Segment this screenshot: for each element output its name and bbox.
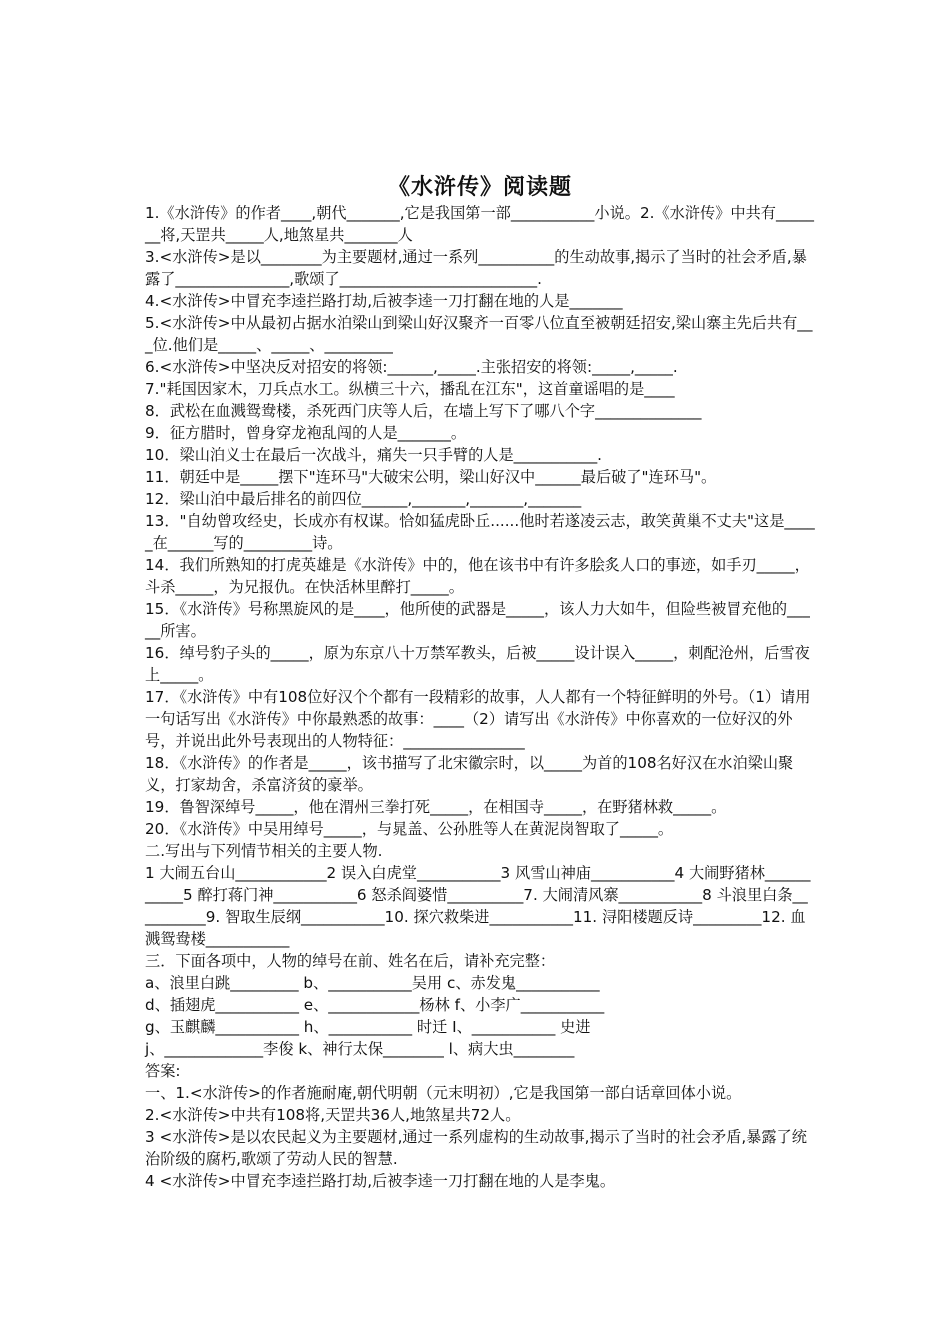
- text-line: 6.<水浒传>中坚决反对招安的将领:______,_____.主张招安的将领:_____,_____.: [145, 358, 678, 376]
- text-line: 三．下面各项中，人物的绰号在前、姓名在后，请补充完整：: [145, 952, 556, 970]
- text-line: 1 大闹五台山____________2 误入白虎堂___________3 风雪山神庙___________4 大闹野猪林___________5 醉打蒋门神___________6 怒杀阎婆惜__________7. 大闹清风寨___________8 斗浪里白条__________9. 智取生辰纲___________10. 探穴救柴进___________11. 浔阳楼题反诗_________12. 血溅鸳鸯楼___________: [145, 864, 811, 948]
- text-line: 2.<水浒传>中共有108将,天罡共36人,地煞星共72人。: [145, 1106, 521, 1124]
- text-line: 二.写出与下列情节相关的主要人物.: [145, 842, 383, 860]
- text-line: 18．《水浒传》的作者是_____，该书描写了北宋徽宗时，以_____为首的108名好汉在水泊梁山聚义，打家劫舍，杀富济贫的豪举。: [145, 754, 794, 794]
- text-line: 19．鲁智深绰号_____，他在渭州三拳打死_____，在相国寺_____，在野猪林救_____。: [145, 798, 727, 816]
- text-line: 11．朝廷中是_____摆下"连环马"大破宋公明，梁山好汉中______最后破了"连环马"。: [145, 468, 717, 486]
- text-line: 7."耗国因家木，刀兵点水工。纵横三十六，播乱在江东"，这首童谣唱的是____: [145, 380, 675, 398]
- text-line: 3.<水浒传>是以________为主要题材,通过一系列__________的生动故事,揭示了当时的社会矛盾,暴露了_______________,歌颂了__________________________.: [145, 248, 807, 288]
- text-line: 13．"自幼曾攻经史，长成亦有权谋。恰如猛虎卧丘......他时若遂凌云志，敢笑黄巢不丈夫"这是_____在______写的_________诗。: [145, 512, 815, 552]
- text-line: 1.《水浒传》的作者____,朝代_______,它是我国第一部___________小说。2.《水浒传》中共有_______将,天罡共_____人,地煞星共_______人: [145, 204, 814, 244]
- question-list: [145, 202, 815, 1192]
- text-line: 5.<水浒传>中从最初占据水泊梁山到梁山好汉聚齐一百零八位直至被朝廷招安,梁山寨主先后共有___位.他们是_____、_____、_________: [145, 314, 813, 354]
- text-line: 9．征方腊时，曾身穿龙袍乱闯的人是_______。: [145, 424, 467, 442]
- text-line: 4.<水浒传>中冒充李逵拦路打劫,后被李逵一刀打翻在地的人是_______: [145, 292, 623, 310]
- text-line: 20．《水浒传》中吴用绰号_____，与晁盖、公孙胜等人在黄泥岗智取了_____。: [145, 820, 674, 838]
- text-line: d、插翅虎___________ e、____________杨林 f、小李广___________: [145, 996, 605, 1014]
- text-line: 4 <水浒传>中冒充李逵拦路打劫,后被李逵一刀打翻在地的人是李鬼。: [145, 1172, 616, 1190]
- text-line: 3 <水浒传>是以农民起义为主要题材,通过一系列虚构的生动故事,揭示了当时的社会矛盾,暴露了统治阶级的腐朽,歌颂了劳动人民的智慧.: [145, 1128, 807, 1168]
- document-page: [145, 172, 815, 1192]
- text-line: j、_____________李俊 k、神行太保________ l、病大虫________: [145, 1040, 575, 1058]
- text-line: 16．绰号豹子头的_____，原为东京八十万禁军教头，后被_____设计误入_____，刺配沧州，后雪夜上_____。: [145, 644, 810, 684]
- text-line: 17．《水浒传》中有108位好汉个个都有一段精彩的故事，人人都有一个特征鲜明的外号。（1）请用一句话写出《水浒传》中你最熟悉的故事：____（2）请写出《水浒传》中你喜欢的一位好汉的外号，并说出此外号表现出的人物特征：________________: [145, 688, 811, 750]
- text-line: 答案:: [145, 1062, 181, 1080]
- text-line: 10．梁山泊义士在最后一次战斗，痛失一只手臂的人是___________.: [145, 446, 602, 464]
- document-title: 《水浒传》阅读题: [387, 174, 572, 200]
- text-line: 一、1.<水浒传>的作者施耐庵,朝代明朝（元末明初）,它是我国第一部白话章回体小说。: [145, 1084, 742, 1102]
- text-line: g、玉麒麟___________ h、___________ 时迁 I、___________ 史进: [145, 1018, 591, 1036]
- text-line: 8．武松在血溅鸳鸯楼，杀死西门庆等人后，在墙上写下了哪八个字______________: [145, 402, 702, 420]
- text-line: 14．我们所熟知的打虎英雄是《水浒传》中的，他在该书中有许多脍炙人口的事迹，如手刃_____，斗杀_____，为兄报仇。在快活林里醉打_____。: [145, 556, 810, 596]
- text-line: a、浪里白跳_________ b、___________吴用 c、赤发鬼___________: [145, 974, 600, 992]
- text-line: 12．梁山泊中最后排名的前四位______,_______,_______,_______: [145, 490, 582, 508]
- text-line: 15．《水浒传》号称黑旋风的是____，他所使的武器是_____，该人力大如牛，但险些被冒充他的_____所害。: [145, 600, 810, 640]
